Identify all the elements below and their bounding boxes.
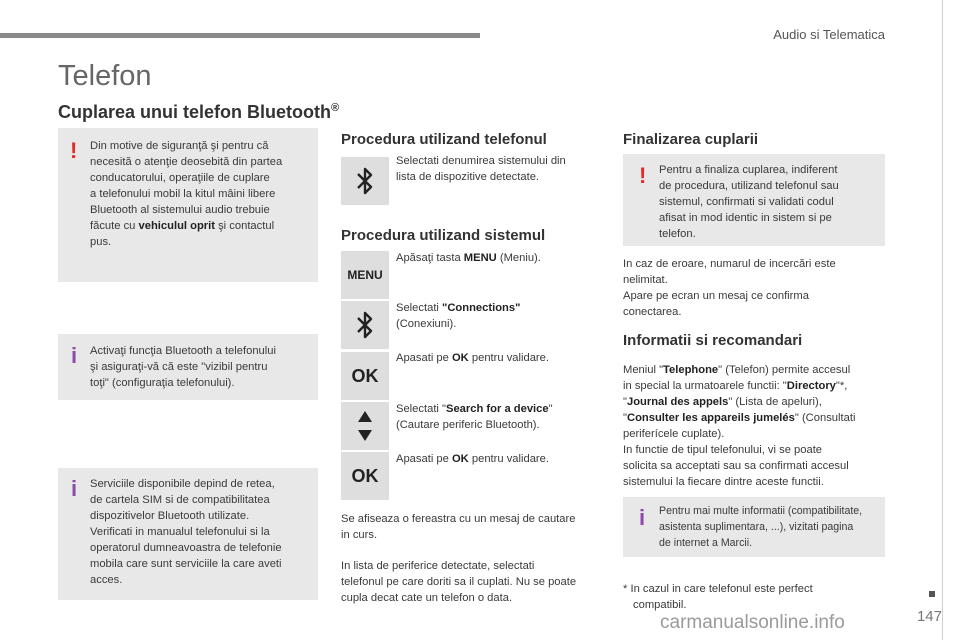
section-title-phone: Procedura utilizand telefonul: [341, 131, 547, 148]
info-box-website: [623, 497, 885, 557]
page-number: 147: [916, 608, 942, 625]
bluetooth-icon: [354, 310, 376, 340]
warning-text: Pentru a finaliza cuplarea, indiferent de procedura, utilizand telefonul sau sistemul, confirmati si validati codul afisat in mod identic in sistem si pe telefon.: [659, 164, 839, 240]
section-title-finalize: Finalizarea cuplarii: [623, 131, 759, 148]
info-icon: i: [71, 343, 78, 368]
step-text-search: Selectati "Search for a device" (Cautare periferic Bluetooth).: [396, 403, 553, 431]
ok-button-step: [341, 352, 389, 400]
info-box-services: [58, 468, 318, 600]
step-text-menu: Apăsaţi tasta MENU (Meniu).: [396, 252, 541, 264]
bluetooth-step: [341, 301, 389, 349]
warning-icon: !: [639, 163, 647, 188]
page-title: Telefon: [58, 60, 152, 92]
search-paragraph: Se afiseaza o fereastra cu un mesaj de cautare in curs.: [341, 513, 576, 541]
ok-key-label: OK: [351, 465, 379, 486]
watermark: carmanualsonline.info: [660, 612, 845, 633]
top-rule: [0, 33, 480, 38]
section-title-system: Procedura utilizand sistemul: [341, 227, 546, 244]
ok-key-label: OK: [351, 365, 379, 386]
error-paragraph: In caz de eroare, numarul de incercări este nelimitat. Apare pe ecran un mesaj ce confirma conectarea.: [623, 258, 836, 318]
arrows-step: [341, 402, 389, 450]
info-text: Activaţi funcţia Bluetooth a telefonului şi asiguraţi-vă că este "vizibil pentru toţi" (configuraţia telefonului).: [90, 345, 276, 389]
ok-button-step: [341, 452, 389, 500]
info-text: Serviciile disponibile depind de retea, de cartela SIM si de compatibilitatea dispozitivelor Bluetooth utilizate. Verificati in manualul telefonului si la operatorul dumneavoastra de telefonie mobila care sunt serviciile la care aveti acces.: [90, 478, 282, 586]
bluetooth-step: [341, 157, 389, 205]
section-header: Audio si Telematica: [773, 27, 885, 42]
footnote: * In cazul in care telefonul este perfect compatibil.: [623, 583, 813, 611]
page-marker: [929, 591, 935, 597]
step-text-connections: Selectati "Connections" (Conexiuni).: [396, 302, 521, 330]
warning-box-finalize: [623, 154, 885, 246]
step-text-validate: Apasati pe OK pentru validare.: [396, 453, 549, 465]
margin-rule: [942, 0, 943, 640]
step-text-phone: Selectati denumirea sistemului din lista de dispozitive detectate.: [396, 155, 566, 183]
info-box-bluetooth: [58, 334, 318, 400]
info-icon: i: [639, 505, 646, 530]
info-icon: i: [71, 476, 78, 501]
info-paragraph: Meniul "Telephone" (Telefon) permite accesul in special la urmatoarele functii: "Directory"*, "Journal des appels" (Lista de apeluri), "Consulter les appareils jumelés" (Consultati periferícele cuplate). In functie de tipul telefonului, vi se poate solicita sa acceptati sau sa confirmati accesul sistemului la fiecare dintre aceste functii.: [623, 364, 856, 488]
page-subtitle: Cuplarea unui telefon Bluetooth®: [58, 102, 340, 122]
section-title-info: Informatii si recomandari: [623, 332, 803, 349]
menu-key-label: MENU: [347, 268, 383, 282]
menu-button-step: [341, 251, 389, 299]
warning-icon: !: [70, 138, 78, 163]
bluetooth-icon: [354, 166, 376, 196]
step-text-validate: Apasati pe OK pentru validare.: [396, 352, 549, 364]
info-text: Pentru mai multe informatii (compatibilitate, asistenta suplimentara, ...), vizitati pagina de internet a Marcii.: [659, 505, 863, 549]
up-down-arrows-icon: [355, 408, 375, 444]
warning-text: Din motive de siguranţă şi pentru că necesită o atenţie deosebită din partea conducatorului, operaţiile de cuplare a telefonului mobil la kitul mâini libere Bluetooth al sistemului audio trebuie făcute cu vehiculul oprit şi contactul pus.: [90, 140, 283, 248]
select-paragraph: In lista de periferice detectate, selectati telefonul pe care doriti sa il cuplati. Nu se poate cupla decat cate un telefon o data.: [341, 560, 577, 604]
warning-box-safety: [58, 128, 318, 282]
